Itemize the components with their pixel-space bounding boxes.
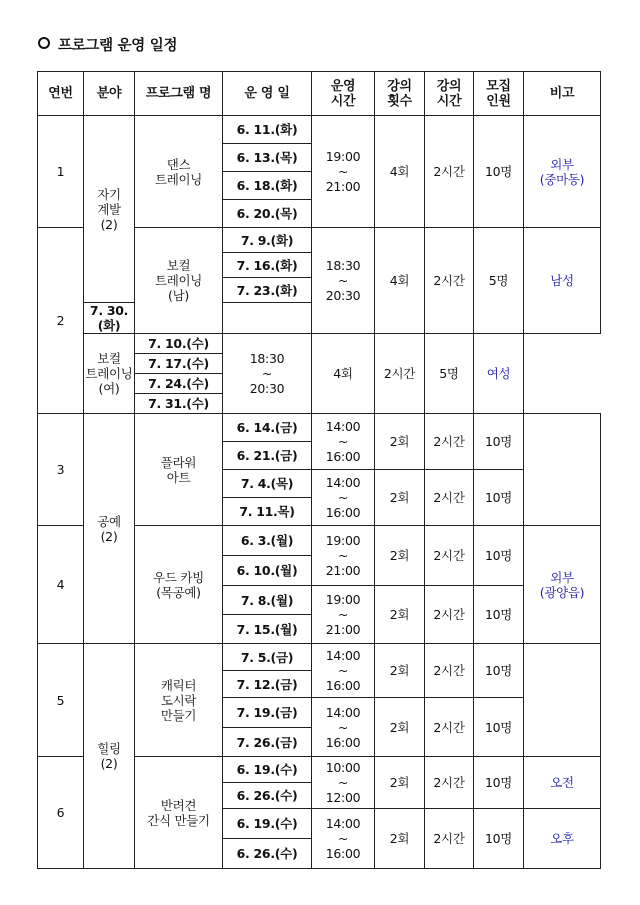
- time-cell: 18:30 ~ 20:30: [312, 228, 375, 334]
- time-cell: 14:00 ~ 16:00: [312, 470, 375, 526]
- field-cell: 자기 계발 (2): [84, 116, 135, 303]
- schedule-table: [37, 71, 601, 869]
- program-name: 보컬 트레이닝 (남): [135, 228, 223, 334]
- section-title: [38, 34, 177, 55]
- program-name: 보컬 트레이닝 (여): [84, 334, 135, 414]
- date-cell: 6. 3.(월): [223, 526, 312, 556]
- header-sessions: 강의 횟수: [375, 72, 425, 116]
- date-cell: 7. 23.(화): [223, 278, 312, 303]
- date-cell: 6. 11.(화): [223, 116, 312, 144]
- sessions-cell: 4회: [375, 228, 425, 334]
- date-cell: 6. 18.(화): [223, 172, 312, 200]
- date-cell: 6. 21.(금): [223, 442, 312, 470]
- duration-cell: 2시간: [425, 116, 474, 228]
- sessions-cell: 2회: [375, 757, 425, 809]
- section-title-text: 프로그램 운영 일정: [58, 38, 178, 54]
- program-name: 댄스 트레이닝: [135, 116, 223, 228]
- header-no: 연번: [38, 72, 84, 116]
- date-cell: 6. 10.(월): [223, 556, 312, 586]
- time-cell: 14:00 ~ 16:00: [312, 414, 375, 470]
- date-cell: 7. 16.(화): [223, 253, 312, 278]
- sessions-cell: 2회: [375, 414, 425, 470]
- date-cell: 6. 26.(수): [223, 839, 312, 869]
- program-name: 플라워 아트: [135, 414, 223, 526]
- duration-cell: 2시간: [425, 757, 474, 809]
- row-number: 1: [38, 116, 84, 228]
- capacity-cell: 10명: [474, 586, 524, 644]
- date-cell: 7. 11.목): [223, 498, 312, 526]
- date-cell: 7. 4.(목): [223, 470, 312, 498]
- sessions-cell: 2회: [375, 809, 425, 869]
- date-cell: 7. 15.(월): [223, 615, 312, 644]
- row-number: 6: [38, 757, 84, 869]
- table-row: [38, 116, 601, 144]
- time-cell: 14:00 ~ 16:00: [312, 809, 375, 869]
- capacity-cell: 5명: [425, 334, 474, 414]
- date-cell: 7. 26.(금): [223, 728, 312, 757]
- duration-cell: 2시간: [425, 809, 474, 869]
- duration-cell: 2시간: [425, 470, 474, 526]
- field-cell: 힐링 (2): [84, 644, 135, 869]
- capacity-cell: 5명: [474, 228, 524, 334]
- table-row: [38, 334, 601, 354]
- header-dates: 운 영 일: [223, 72, 312, 116]
- program-name: 우드 카빙 (목공예): [135, 526, 223, 644]
- table-row: [38, 644, 601, 671]
- program-name: 캐릭터 도시락 만들기: [135, 644, 223, 757]
- date-cell: 6. 13.(목): [223, 144, 312, 172]
- date-cell: 7. 9.(화): [223, 228, 312, 253]
- note-cell: 오후: [524, 809, 601, 869]
- note-cell: 외부 (중마동): [524, 116, 601, 228]
- header-field: 분야: [84, 72, 135, 116]
- time-cell: 19:00 ~ 21:00: [312, 586, 375, 644]
- duration-cell: 2시간: [425, 698, 474, 757]
- field-cell: 공예 (2): [84, 414, 135, 644]
- date-cell: 7. 31.(수): [135, 394, 223, 414]
- sessions-cell: 2회: [375, 698, 425, 757]
- date-cell: 6. 19.(수): [223, 757, 312, 783]
- capacity-cell: 10명: [474, 698, 524, 757]
- sessions-cell: 4회: [375, 116, 425, 228]
- date-cell: 7. 24.(수): [135, 374, 223, 394]
- capacity-cell: 10명: [474, 644, 524, 698]
- time-cell: 19:00 ~ 21:00: [312, 116, 375, 228]
- row-number: 2: [38, 228, 84, 414]
- circle-bullet-icon: [38, 37, 50, 49]
- duration-cell: 2시간: [425, 644, 474, 698]
- time-cell: 10:00 ~ 12:00: [312, 757, 375, 809]
- header-capacity: 모집 인원: [474, 72, 524, 116]
- note-cell: 여성: [474, 334, 524, 414]
- date-cell: 7. 5.(금): [223, 644, 312, 671]
- program-name: 반려견 간식 만들기: [135, 757, 223, 869]
- date-cell: 6. 14.(금): [223, 414, 312, 442]
- duration-cell: 2시간: [425, 228, 474, 334]
- note-cell: 남성: [524, 228, 601, 334]
- sessions-cell: 2회: [375, 470, 425, 526]
- row-number: 5: [38, 644, 84, 757]
- time-cell: 19:00 ~ 21:00: [312, 526, 375, 586]
- capacity-cell: 10명: [474, 757, 524, 809]
- sessions-cell: 4회: [312, 334, 375, 414]
- header-time: 운영 시간: [312, 72, 375, 116]
- note-cell: 외부 (광양읍): [524, 526, 601, 644]
- date-cell: 6. 26.(수): [223, 783, 312, 809]
- header-program: 프로그램 명: [135, 72, 223, 116]
- sessions-cell: 2회: [375, 526, 425, 586]
- time-cell: 14:00 ~ 16:00: [312, 698, 375, 757]
- date-cell: 7. 17.(수): [135, 354, 223, 374]
- sessions-cell: 2회: [375, 644, 425, 698]
- header-duration: 강의 시간: [425, 72, 474, 116]
- row-number: 3: [38, 414, 84, 526]
- duration-cell: 2시간: [425, 586, 474, 644]
- date-cell: 7. 10.(수): [135, 334, 223, 354]
- date-cell: 7. 8.(월): [223, 586, 312, 615]
- header-row: [38, 72, 601, 116]
- date-cell: 7. 30.(화): [84, 303, 135, 334]
- duration-cell: 2시간: [425, 414, 474, 470]
- date-cell: 7. 19.(금): [223, 698, 312, 728]
- row-number: 4: [38, 526, 84, 644]
- note-cell: [524, 644, 601, 757]
- capacity-cell: 10명: [474, 116, 524, 228]
- capacity-cell: 10명: [474, 414, 524, 470]
- table-row: [38, 414, 601, 442]
- duration-cell: 2시간: [375, 334, 425, 414]
- header-note: 비고: [524, 72, 601, 116]
- date-cell: 7. 12.(금): [223, 671, 312, 698]
- time-cell: 18:30 ~ 20:30: [223, 334, 312, 414]
- note-cell: 오전: [524, 757, 601, 809]
- duration-cell: 2시간: [425, 526, 474, 586]
- capacity-cell: 10명: [474, 470, 524, 526]
- capacity-cell: 10명: [474, 526, 524, 586]
- date-cell: 6. 19.(수): [223, 809, 312, 839]
- time-cell: 14:00 ~ 16:00: [312, 644, 375, 698]
- capacity-cell: 10명: [474, 809, 524, 869]
- sessions-cell: 2회: [375, 586, 425, 644]
- date-cell: 6. 20.(목): [223, 200, 312, 228]
- note-cell: [524, 414, 601, 526]
